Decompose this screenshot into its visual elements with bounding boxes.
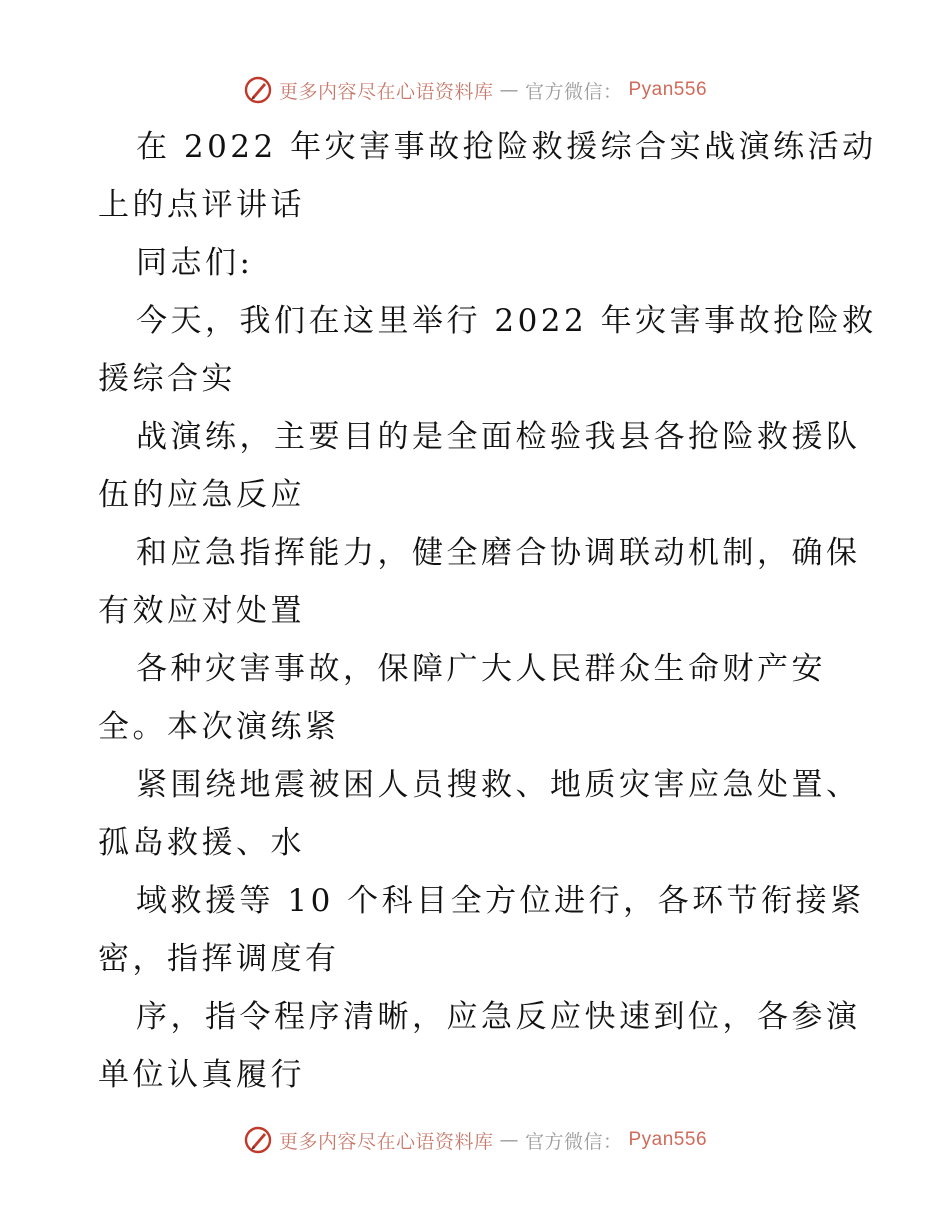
text-line: 援综合实 (98, 361, 236, 397)
text-line: 今天，我们在这里举行 2022 年灾害事故抢险救 (136, 303, 877, 339)
watermark-channel: 官方微信： (524, 1130, 623, 1153)
watermark-channel: 官方微信： (524, 80, 623, 103)
text-line: 紧围绕地震被困人员搜救、地质灾害应急处置、 (136, 767, 861, 803)
footer-watermark (0, 1120, 950, 1160)
text-line: 密，指挥调度有 (98, 941, 340, 977)
title-line-1: 在 2022 年灾害事故抢险救援综合实战演练活动 (136, 129, 877, 165)
text-line: 域救援等 10 个科目全方位进行，各环节衔接紧 (136, 883, 865, 919)
watermark-main-text: 更多内容尽在心语资料库 (278, 1130, 494, 1153)
watermark-main-text: 更多内容尽在心语资料库 (278, 80, 494, 103)
text-line: 有效应对处置 (98, 593, 305, 629)
text-line: 单位认真履行 (98, 1057, 305, 1093)
watermark-id: Pyan556 (628, 1129, 708, 1150)
document-body (98, 118, 877, 1104)
quill-pen-logo-icon (243, 1125, 273, 1155)
header-watermark (0, 70, 950, 110)
text-line: 全。本次演练紧 (98, 709, 340, 745)
quill-pen-logo-icon (243, 75, 273, 105)
text-line: 战演练，主要目的是全面检验我县各抢险救援队 (136, 419, 861, 455)
watermark-separator: — (499, 1129, 519, 1151)
title-line-2: 上的点评讲话 (98, 187, 305, 223)
text-line: 和应急指挥能力，健全磨合协调联动机制，确保 (136, 535, 861, 571)
text-line: 孤岛救援、水 (98, 825, 305, 861)
salutation: 同志们: (136, 245, 254, 281)
text-line: 序，指令程序清晰，应急反应快速到位，各参演 (136, 999, 861, 1035)
watermark-separator: — (499, 79, 519, 101)
text-line: 伍的应急反应 (98, 477, 305, 513)
text-line: 各种灾害事故，保障广大人民群众生命财产安 (136, 651, 826, 687)
watermark-id: Pyan556 (628, 79, 708, 100)
